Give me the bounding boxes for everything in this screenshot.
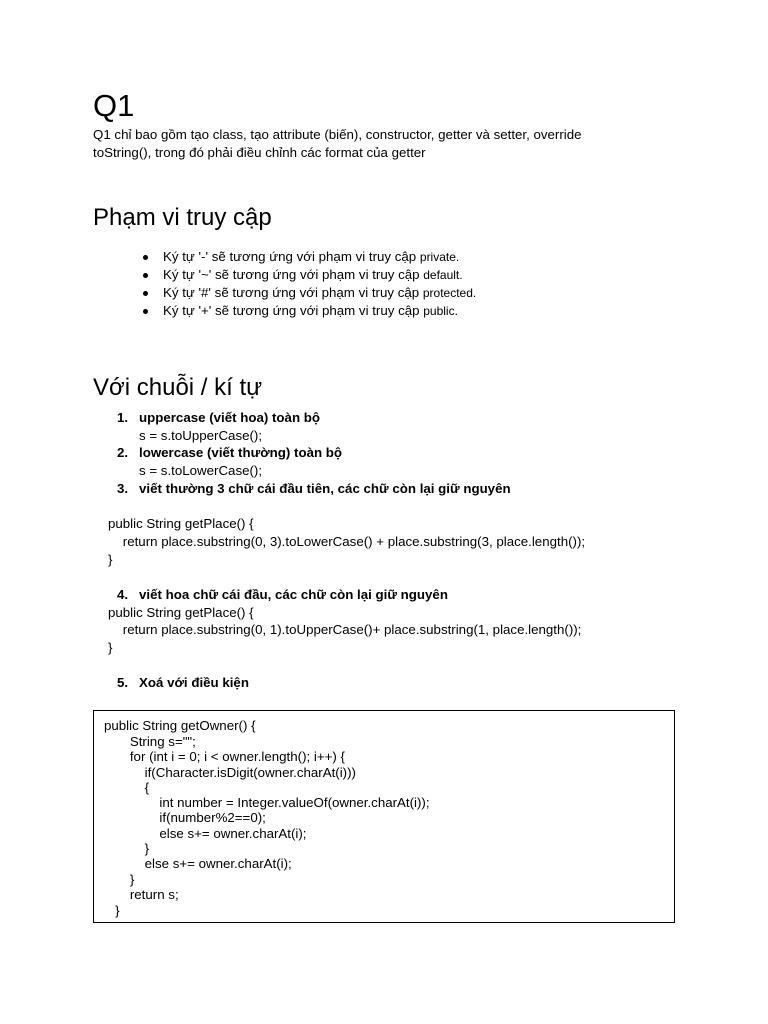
code-block-5	[93, 710, 675, 923]
list-item-text: Ký tự '+' sẽ tương ứng với phạm vi truy cập	[163, 303, 424, 318]
code-line: else s+= owner.charAt(i);	[104, 826, 307, 841]
bullet-icon	[143, 309, 148, 314]
code-line: }	[104, 841, 150, 856]
code-line: return place.substring(0, 1).toUpperCase()+ place.substring(1, place.length());	[108, 622, 582, 637]
list-item-heading: uppercase (viết hoa) toàn bộ	[139, 410, 321, 425]
code-line: }	[108, 552, 113, 567]
list-number: 5.	[117, 675, 129, 690]
code-line: s = s.toUpperCase();	[139, 428, 263, 443]
code-line: }	[104, 903, 120, 918]
list-item-text: Ký tự '-' sẽ tương ứng với phạm vi truy cập	[163, 249, 420, 264]
code-line: int number = Integer.valueOf(owner.charAt(i));	[104, 795, 430, 810]
list-item-heading: lowercase (viết thường) toàn bộ	[139, 445, 343, 460]
list-item-keyword: protected.	[422, 286, 477, 300]
code-line: public String getOwner() {	[104, 718, 256, 733]
list-item	[163, 248, 459, 267]
list-item-text: Ký tự '#' sẽ tương ứng với phạm vi truy cập	[163, 285, 423, 300]
list-number: 2.	[117, 445, 129, 460]
list-item-heading: viết thường 3 chữ cái đầu tiên, các chữ còn lại giữ nguyên	[139, 481, 511, 496]
list-item-keyword: public.	[423, 304, 458, 318]
bullet-icon	[143, 273, 148, 278]
code-line: if(Character.isDigit(owner.charAt(i)))	[104, 765, 356, 780]
list-item-heading: Xoá với điều kiện	[139, 675, 249, 690]
access-scope-heading: Phạm vi truy cập	[93, 204, 272, 231]
list-number: 1.	[117, 410, 129, 425]
q1-description-line-1: Q1 chỉ bao gồm tạo class, tạo attribute (biến), constructor, getter và setter, override	[93, 127, 582, 142]
code-line: if(number%2==0);	[104, 810, 266, 825]
q1-description-line-2: toString(), trong đó phải điều chỉnh các format của getter	[93, 145, 426, 160]
list-item-keyword: default.	[423, 268, 463, 282]
strings-heading: Với chuỗi / kí tự	[93, 374, 263, 401]
list-item	[163, 284, 476, 303]
code-line: else s+= owner.charAt(i);	[104, 856, 292, 871]
list-number: 3.	[117, 481, 129, 496]
list-item-heading: viết hoa chữ cái đầu, các chữ còn lại giữ nguyên	[139, 587, 448, 602]
bullet-icon	[143, 291, 148, 296]
code-line: return place.substring(0, 3).toLowerCase() + place.substring(3, place.length());	[108, 534, 586, 549]
code-line: }	[108, 640, 113, 655]
bullet-icon	[143, 255, 148, 260]
list-item	[163, 266, 463, 285]
code-line: public String getPlace() {	[108, 516, 254, 531]
list-item-text: Ký tự '~' sẽ tương ứng với phạm vi truy cập	[163, 267, 424, 282]
code-line: s = s.toLowerCase();	[139, 463, 263, 478]
q1-title: Q1	[93, 88, 135, 123]
code-line: {	[104, 780, 150, 795]
list-item-keyword: private.	[419, 250, 460, 264]
code-line: return s;	[104, 887, 179, 902]
code-line: }	[104, 872, 135, 887]
list-item	[163, 302, 458, 321]
code-line: for (int i = 0; i < owner.length(); i++) {	[104, 749, 345, 764]
code-line: public String getPlace() {	[108, 605, 254, 620]
list-number: 4.	[117, 587, 129, 602]
code-line: String s="";	[104, 734, 196, 749]
